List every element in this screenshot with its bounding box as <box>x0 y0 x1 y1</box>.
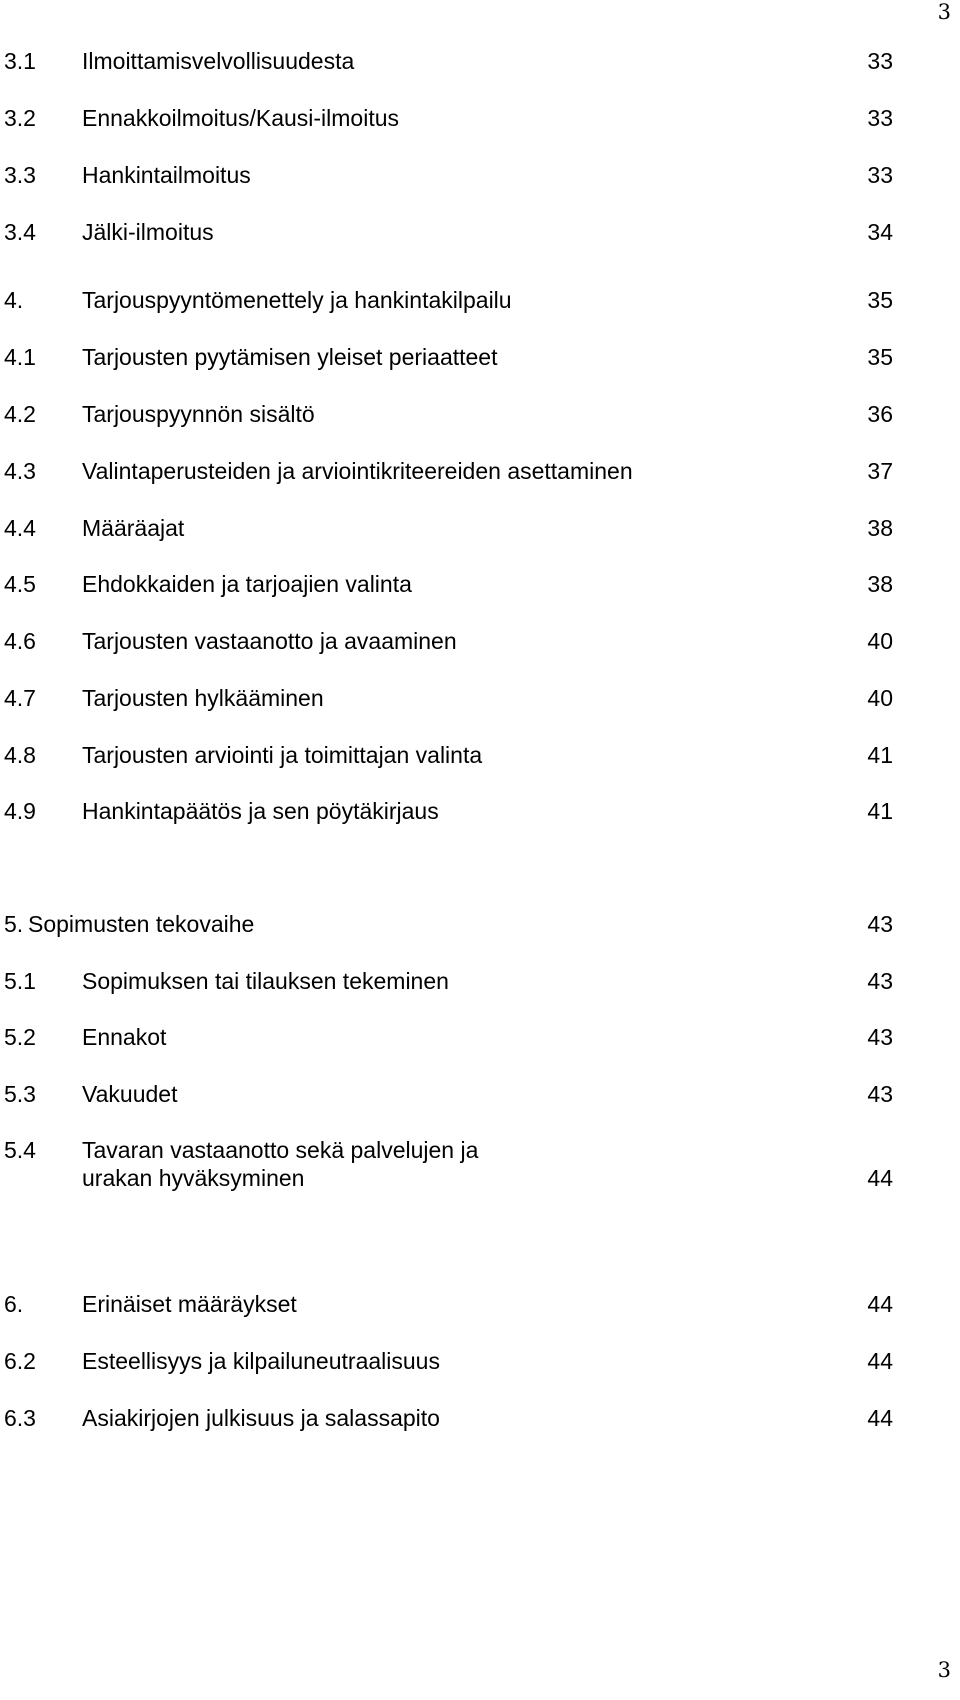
toc-page: 33 <box>867 48 893 74</box>
toc-page: 34 <box>867 219 893 245</box>
toc-number: 4.6 <box>4 628 36 654</box>
toc-page: 41 <box>867 742 893 768</box>
toc-page: 36 <box>867 401 893 427</box>
toc-page: 35 <box>867 344 893 370</box>
toc-number: 4.9 <box>4 798 36 824</box>
toc-title: Valintaperusteiden ja arviointikriteereiden asettaminen <box>82 458 633 484</box>
toc-number: 3.3 <box>4 162 36 188</box>
toc-page: 44 <box>867 1291 893 1317</box>
toc-page: 44 <box>867 1405 893 1431</box>
toc-page: 41 <box>867 798 893 824</box>
toc-number: 3.2 <box>4 105 36 131</box>
toc-title: Hankintailmoitus <box>82 162 251 188</box>
toc-title: Ennakot <box>82 1024 167 1050</box>
toc-page: 37 <box>867 458 893 484</box>
toc-number: 5.1 <box>4 968 36 994</box>
toc-title: Ilmoittamisvelvollisuudesta <box>82 48 355 74</box>
toc-page: 44 <box>867 1165 893 1191</box>
toc-entry-5-4 <box>0 1136 960 1192</box>
toc-number: 4.7 <box>4 685 36 711</box>
toc-page: 33 <box>867 162 893 188</box>
toc-number: 4. <box>4 287 24 313</box>
toc-title: Sopimusten tekovaihe <box>28 911 255 937</box>
toc-page: 38 <box>867 571 893 597</box>
toc-title: Vakuudet <box>82 1081 178 1107</box>
toc-title: Erinäiset määräykset <box>82 1291 297 1317</box>
toc-page: 43 <box>867 1081 893 1107</box>
toc-number: 4.2 <box>4 401 36 427</box>
toc-title: Hankintapäätös ja sen pöytäkirjaus <box>82 798 439 824</box>
toc-page: 43 <box>867 911 893 937</box>
toc-number: 4.5 <box>4 571 36 597</box>
toc-title: Ehdokkaiden ja tarjoajien valinta <box>82 571 412 597</box>
toc-title: Tarjousten vastaanotto ja avaaminen <box>82 628 457 654</box>
toc-number: 6.2 <box>4 1348 36 1374</box>
toc-title-line2: urakan hyväksyminen <box>82 1165 305 1191</box>
page-number-top: 3 <box>937 0 951 24</box>
toc-title: Tarjouspyyntömenettely ja hankintakilpailu <box>82 287 512 313</box>
toc-number: 5.4 <box>4 1137 36 1163</box>
toc-number: 5.3 <box>4 1081 36 1107</box>
toc-number: 4.3 <box>4 458 36 484</box>
toc-page: 44 <box>867 1348 893 1374</box>
toc-page: 33 <box>867 105 893 131</box>
toc-page: 40 <box>867 628 893 654</box>
toc-title: Esteellisyys ja kilpailuneutraalisuus <box>82 1348 440 1374</box>
toc-title: Tarjousten arviointi ja toimittajan valinta <box>82 742 483 768</box>
toc-number: 5. <box>4 911 24 937</box>
page-number-bottom: 3 <box>937 1658 951 1682</box>
toc-title: Tarjousten pyytämisen yleiset periaatteet <box>82 344 498 370</box>
toc-page: 35 <box>867 287 893 313</box>
toc-number: 6.3 <box>4 1405 36 1431</box>
toc-number: 4.8 <box>4 742 36 768</box>
toc-page: 43 <box>867 968 893 994</box>
toc-title: Ennakkoilmoitus/Kausi-ilmoitus <box>82 105 400 131</box>
toc-number: 4.4 <box>4 515 36 541</box>
toc-title: Tarjouspyynnön sisältö <box>82 401 315 427</box>
toc-title-line1: Tavaran vastaanotto sekä palvelujen ja <box>82 1137 479 1163</box>
toc-number: 6. <box>4 1291 24 1317</box>
toc-page: 38 <box>867 515 893 541</box>
toc-number: 4.1 <box>4 344 36 370</box>
toc-number: 3.4 <box>4 219 36 245</box>
toc-number: 5.2 <box>4 1024 36 1050</box>
toc-number: 3.1 <box>4 48 36 74</box>
toc-page: 40 <box>867 685 893 711</box>
toc-title: Tarjousten hylkääminen <box>82 685 324 711</box>
toc-page: 43 <box>867 1024 893 1050</box>
toc-title: Sopimuksen tai tilauksen tekeminen <box>82 968 449 994</box>
toc-title: Asiakirjojen julkisuus ja salassapito <box>82 1405 440 1431</box>
toc-title: Jälki-ilmoitus <box>82 219 214 245</box>
toc-title: Määräajat <box>82 515 185 541</box>
